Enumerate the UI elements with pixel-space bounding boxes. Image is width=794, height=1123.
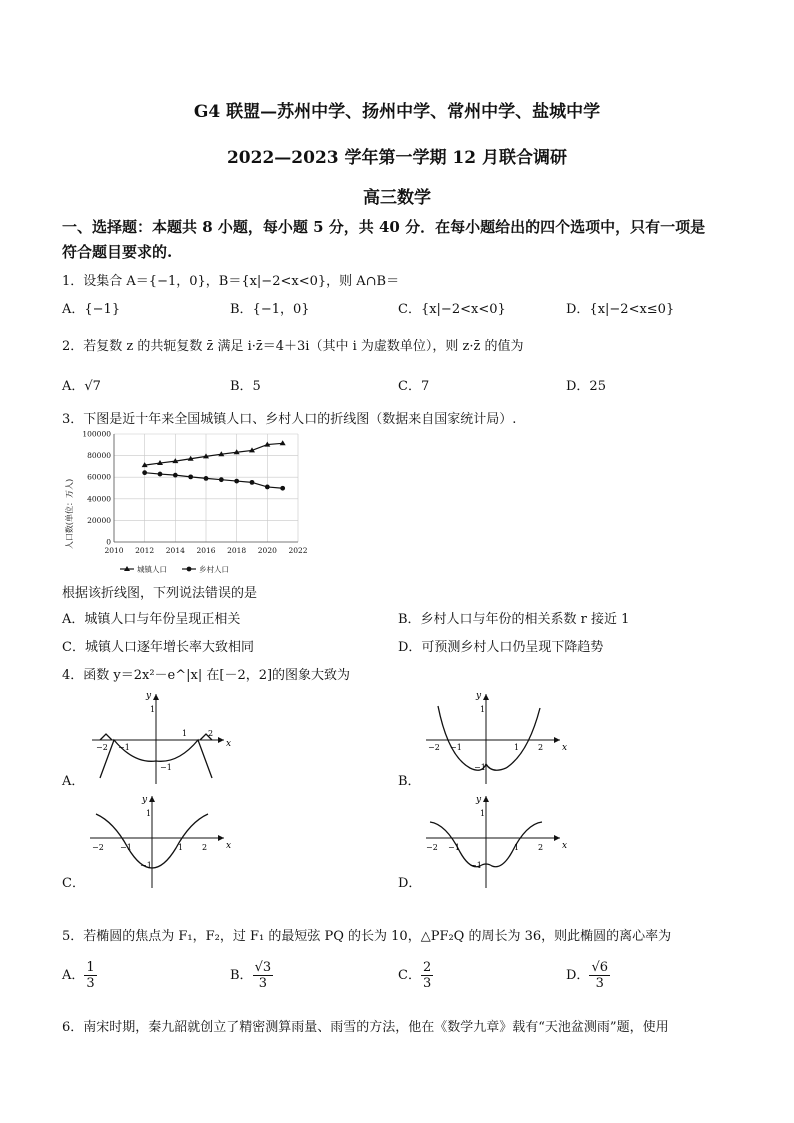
x-tick-label: 2010 <box>104 546 124 555</box>
tick-label: 2 <box>208 729 214 738</box>
tick-label: −2 <box>426 843 438 852</box>
legend-label: 城镇人口 <box>137 565 167 574</box>
tick-label: 1 <box>480 809 486 818</box>
option-label: A． <box>62 968 85 983</box>
tick-label: −1 <box>120 843 132 852</box>
data-point-circle <box>142 470 147 475</box>
data-point-circle <box>234 479 239 484</box>
y-tick-label: 80000 <box>87 451 111 461</box>
q1-stem: 1．设集合 A＝{−1，0}，B＝{x|−2<x<0}，则 A∩B＝ <box>62 274 400 289</box>
data-point-circle <box>204 476 209 481</box>
x-axis-label: x <box>562 841 568 851</box>
q3-option-a: A．城镇人口与年份呈现正相关 <box>62 612 241 627</box>
q2-option-c: C．7 <box>398 379 430 394</box>
x-tick-label: 2012 <box>135 546 155 555</box>
data-point-triangle <box>280 440 286 445</box>
tick-label: −1 <box>118 743 130 752</box>
y-axis-label: y <box>146 691 152 701</box>
tick-label: 1 <box>480 705 486 714</box>
data-point-circle <box>158 472 163 477</box>
series-line <box>145 443 283 465</box>
tick-label: 1 <box>146 809 152 818</box>
q3-option-c: C．城镇人口逐年增长率大致相同 <box>62 640 254 655</box>
tick-label: −1 <box>448 843 460 852</box>
y-tick-label: 20000 <box>87 515 111 525</box>
tick-label: 1 <box>514 843 520 852</box>
q2-option-a: A．√7 <box>62 379 101 394</box>
fraction: $\frac{1}{3}$ <box>86 960 95 991</box>
y-tick-label: 100000 <box>82 429 111 439</box>
x-tick-label: 2022 <box>288 546 308 555</box>
tick-label: −2 <box>92 843 104 852</box>
data-point-circle <box>265 485 270 490</box>
paper-title: G4 联盟—苏州中学、扬州中学、常州中学、盐城中学 <box>193 102 601 122</box>
q4-option-c: C． <box>62 876 85 891</box>
series-line <box>145 473 283 489</box>
q6-stem: 6．南宋时期，秦九韶就创立了精密测算雨量、雨雪的方法，他在《数学九章》载有“天池盆测雨”题，使用 <box>62 1020 669 1035</box>
q1-option-b: B．{−1，0} <box>230 302 310 317</box>
chart-y-axis-label: 人口数(单位：万人) <box>65 478 74 550</box>
data-point-circle <box>219 477 224 482</box>
tick-label: 1 <box>178 843 184 852</box>
q5-stem: 5．若椭圆的焦点为 F₁，F₂，过 F₁ 的最短弦 PQ 的长为 10，△PF₂Q 的周长为 36，则此椭圆的离心率为 <box>62 929 672 944</box>
q4-graph-d <box>420 792 570 892</box>
q2-stem: 2．若复数 z 的共轭复数 z̄ 满足 i·z̄＝4＋3i（其中 i 为虚数单位），则 z·z̄ 的值为 <box>62 339 524 354</box>
data-point-circle <box>280 486 285 491</box>
option-label: C． <box>398 968 421 983</box>
q5-option-c <box>398 960 433 991</box>
x-axis-label: x <box>226 739 232 749</box>
tick-label: 2 <box>538 843 544 852</box>
x-axis-label: x <box>562 743 568 753</box>
q3-stem: 3．下图是近十年来全国城镇人口、乡村人口的折线图（数据来自国家统计局）. <box>62 412 517 427</box>
chart-legend <box>120 564 229 574</box>
q4-option-b: B． <box>398 774 421 789</box>
y-axis-label: y <box>476 795 482 805</box>
tick-label: −1 <box>470 861 482 870</box>
tick-label: 1 <box>514 743 520 752</box>
q1-option-d: D．{x|−2<x≤0} <box>566 302 675 317</box>
x-tick-label: 2018 <box>227 546 247 555</box>
tick-label: 1 <box>182 729 188 738</box>
fraction: $\frac{2}{3}$ <box>422 960 432 991</box>
q4-option-d: D． <box>398 876 422 891</box>
y-axis-label: y <box>476 691 482 701</box>
legend-marker <box>187 567 192 572</box>
q4-option-a: A． <box>62 774 85 789</box>
paper-subject: 高三数学 <box>363 188 431 208</box>
y-axis-label: y <box>142 795 148 805</box>
tick-label: −2 <box>96 743 108 752</box>
tick-label: −1 <box>140 861 152 870</box>
fraction: $\frac{√6}{3}$ <box>591 960 608 991</box>
tick-label: 2 <box>538 743 544 752</box>
y-tick-label: 0 <box>106 537 111 547</box>
x-axis-label: x <box>226 841 232 851</box>
q3-option-b: B．乡村人口与年份的相关系数 r 接近 1 <box>398 612 630 627</box>
q5-option-b <box>230 960 273 991</box>
q5-option-d <box>566 960 610 991</box>
q4-graph-b <box>420 688 570 788</box>
q1-option-c: C．{x|−2<x<0} <box>398 302 506 317</box>
q3-option-d: D．可预测乡村人口仍呈现下降趋势 <box>398 640 604 655</box>
population-line-chart <box>62 426 314 578</box>
chart-tick-labels <box>82 430 307 556</box>
tick-label: 1 <box>150 705 156 714</box>
section-heading-line2: 符合题目要求的. <box>62 243 173 261</box>
fraction: $\frac{√3}{3}$ <box>254 960 272 991</box>
data-point-circle <box>188 474 193 479</box>
q3-lead: 根据该折线图，下列说法错误的是 <box>62 586 258 601</box>
tick-label: 2 <box>202 843 208 852</box>
tick-label: −1 <box>160 763 172 772</box>
x-tick-label: 2020 <box>257 546 277 555</box>
tick-label: −2 <box>428 743 440 752</box>
chart-grid <box>114 434 298 542</box>
tick-label: −1 <box>474 763 486 772</box>
x-tick-label: 2016 <box>196 546 216 555</box>
option-label: D． <box>566 968 590 983</box>
legend-label: 乡村人口 <box>199 565 229 574</box>
section-heading-line1: 一、选择题：本题共 8 小题，每小题 5 分，共 40 分．在每小题给出的四个选项中，只有一项是 <box>62 218 706 236</box>
q5-option-a <box>62 960 97 991</box>
q2-option-b: B．5 <box>230 379 261 394</box>
x-tick-label: 2014 <box>165 546 185 555</box>
q4-stem: 4．函数 y＝2x²－e^|x| 在[－2，2]的图象大致为 <box>62 668 351 683</box>
data-point-circle <box>250 480 255 485</box>
paper-subtitle: 2022—2023 学年第一学期 12 月联合调研 <box>226 148 568 168</box>
option-label: B． <box>230 968 253 983</box>
y-tick-label: 40000 <box>87 494 111 504</box>
chart-series <box>142 440 286 490</box>
data-point-circle <box>173 473 178 478</box>
q2-option-d: D．25 <box>566 379 606 394</box>
tick-label: −1 <box>450 743 462 752</box>
q1-option-a: A．{−1} <box>62 302 121 317</box>
q4-graph-a <box>84 688 234 788</box>
q4-graph-c <box>84 792 234 892</box>
y-tick-label: 60000 <box>87 472 111 482</box>
